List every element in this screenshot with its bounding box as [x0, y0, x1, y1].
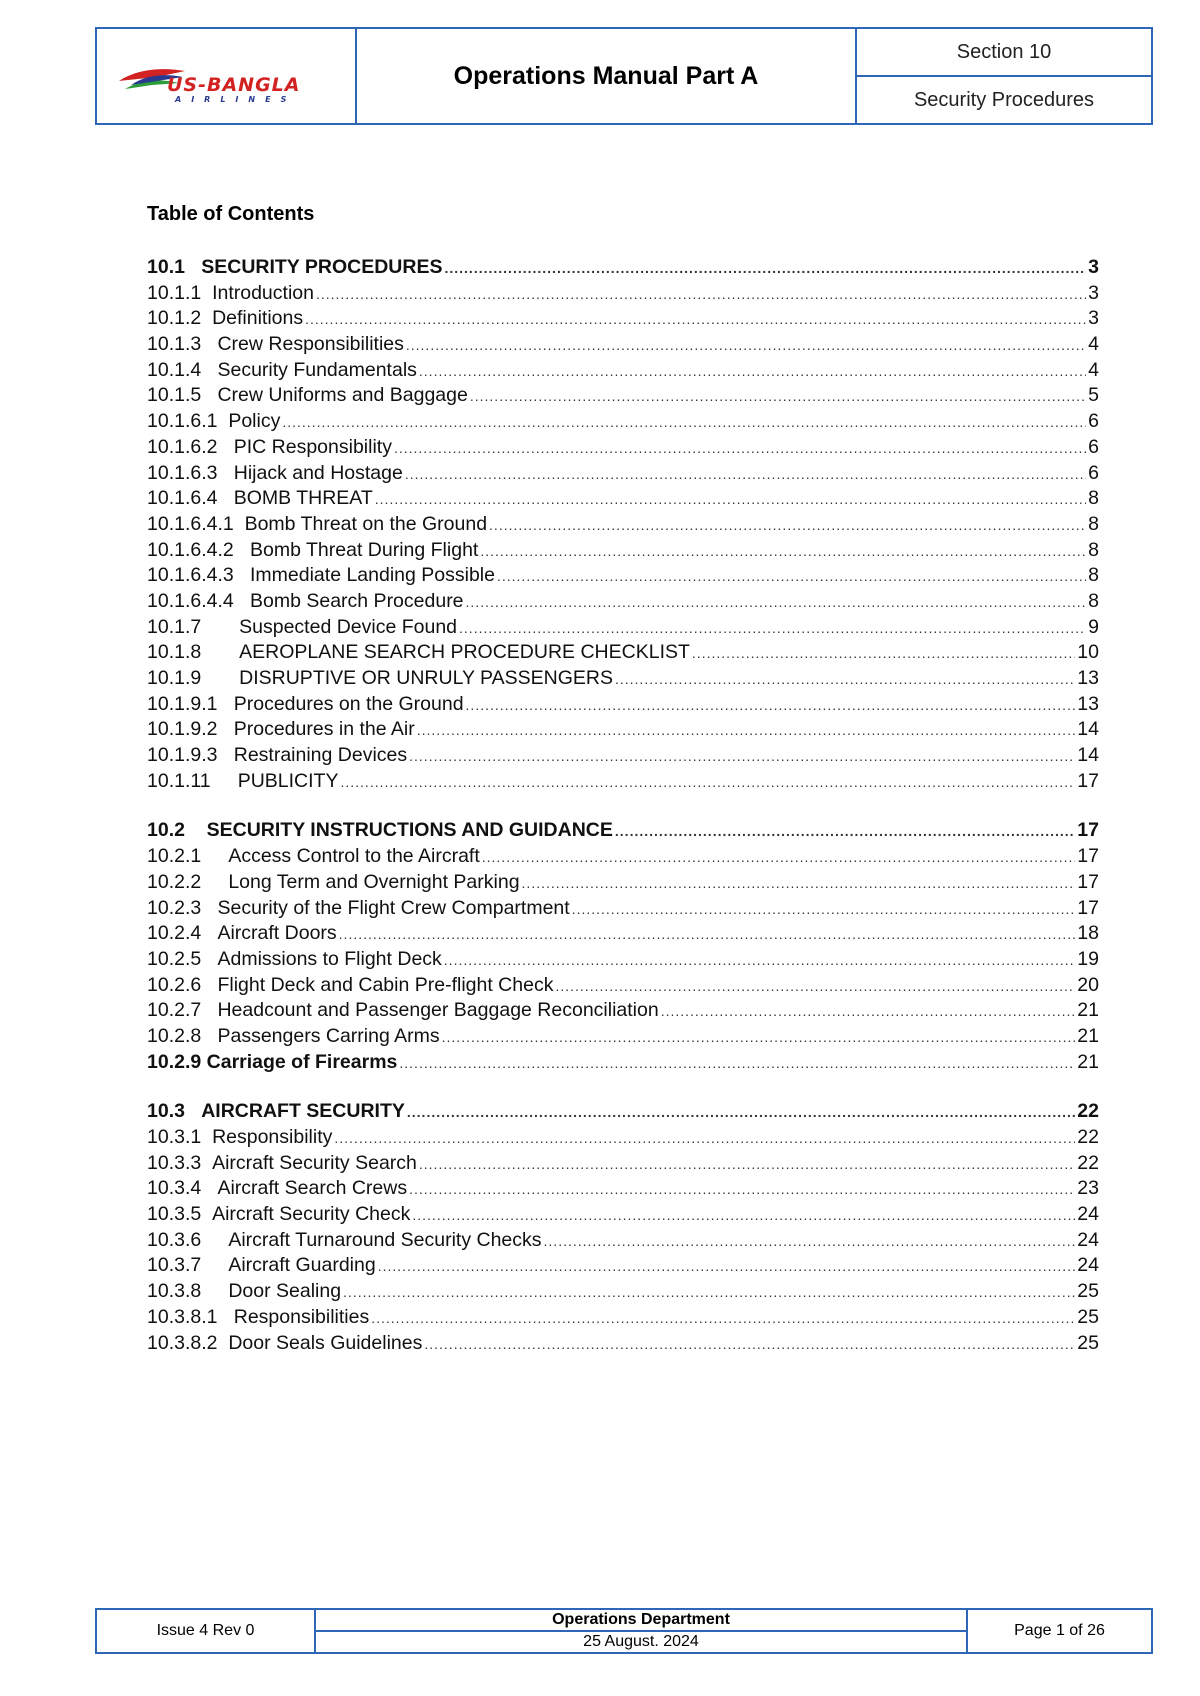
toc-entry-number: 10.1.9.1: [147, 692, 234, 715]
toc-entry-number: 10.1.9: [147, 667, 240, 689]
toc-entry[interactable]: [147, 667, 1099, 693]
toc-group: [147, 1100, 1099, 1357]
toc-dot-leader: [305, 311, 1086, 327]
toc-entry-page: 14: [1077, 744, 1099, 767]
toc-entry[interactable]: [147, 974, 1099, 1000]
toc-dot-leader: [378, 1258, 1076, 1274]
toc-entry-number: 10.2.5: [147, 947, 218, 970]
toc-entry[interactable]: [147, 1332, 1099, 1358]
toc-entry-label: Security Fundamentals: [217, 358, 417, 381]
toc-entry[interactable]: [147, 564, 1099, 590]
toc-entry-page: 22: [1077, 1100, 1099, 1123]
toc-entry-number: 10.1.2: [147, 307, 213, 330]
toc-entry-label: Bomb Threat During Flight: [250, 538, 479, 561]
logo-subtext: AIRLINES: [175, 95, 297, 104]
toc-entry-number: 10.1: [147, 256, 202, 278]
toc-dot-leader: [316, 286, 1086, 302]
toc-dot-leader: [522, 875, 1076, 891]
toc-dot-leader: [406, 337, 1086, 353]
toc-entry-label: Door Seals Guidelines: [228, 1331, 423, 1354]
toc-entry-page: 25: [1077, 1305, 1099, 1328]
toc-entry[interactable]: [147, 770, 1099, 796]
toc-entry[interactable]: [147, 513, 1099, 539]
page-number: Page 1 of 26: [1014, 1622, 1105, 1639]
toc-entry-page: 17: [1077, 845, 1099, 868]
toc-entry-number: 10.1.6.4: [147, 487, 234, 510]
toc-entry-number: 10.1.6.4.1: [147, 512, 245, 535]
toc-dot-leader: [419, 363, 1086, 379]
toc-dot-leader: [692, 645, 1075, 661]
page-footer: [95, 1608, 1153, 1654]
toc-entry-label: Long Term and Overnight Parking: [228, 870, 520, 893]
logo-wordmark: US-BANGLA: [167, 74, 301, 96]
toc-entry-number: 10.2: [147, 819, 207, 842]
toc-entry-page: 20: [1077, 973, 1099, 996]
toc-entry[interactable]: [147, 897, 1099, 923]
toc-entry-label: Aircraft Security Check: [212, 1203, 411, 1226]
toc-entry[interactable]: [147, 256, 1099, 282]
toc-entry[interactable]: [147, 1306, 1099, 1332]
toc-entry-page: 3: [1088, 281, 1099, 304]
toc-entry-number: 10.2.8: [147, 1024, 218, 1047]
section-title: Security Procedures: [857, 75, 1151, 123]
toc-dot-leader: [572, 901, 1076, 917]
toc-dot-leader: [371, 1310, 1075, 1326]
toc-entry[interactable]: [147, 616, 1099, 642]
toc-entry-page: 5: [1088, 384, 1099, 407]
toc-entry-page: 18: [1077, 922, 1099, 945]
toc-entry-page: 17: [1077, 769, 1099, 792]
toc-entry-number: 10.2.6: [147, 973, 218, 996]
toc-dot-leader: [615, 823, 1075, 839]
toc-entry-label: Procedures in the Air: [233, 718, 415, 741]
toc-dot-leader: [334, 1130, 1075, 1146]
toc-entry[interactable]: [147, 1229, 1099, 1255]
toc-dot-leader: [466, 697, 1076, 713]
toc-entry[interactable]: [147, 333, 1099, 359]
toc-entry-label: Carriage of Firearms: [206, 1050, 398, 1073]
toc-dot-leader: [419, 1156, 1075, 1172]
department: Operations Department: [552, 1611, 730, 1628]
toc-dot-leader: [417, 722, 1076, 738]
airline-logo: [97, 29, 357, 123]
toc-dot-leader: [444, 952, 1076, 968]
toc-entry-label: SECURITY PROCEDURES: [201, 256, 443, 278]
toc-entry-page: 21: [1077, 1050, 1099, 1073]
toc-entry-label: Responsibilities: [233, 1305, 370, 1328]
toc-entry[interactable]: [147, 307, 1099, 333]
toc-entry-page: 4: [1088, 333, 1099, 356]
toc-entry-label: Flight Deck and Cabin Pre-flight Check: [217, 973, 554, 996]
toc-dot-leader: [459, 620, 1086, 636]
toc-entry[interactable]: [147, 641, 1099, 667]
toc-entry-page: 8: [1088, 487, 1099, 510]
toc-dot-leader: [340, 774, 1075, 790]
toc-entry-number: 10.2.3: [147, 896, 218, 919]
toc-entry-number: 10.1.9.2: [147, 718, 234, 741]
toc-entry-number: 10.1.3: [147, 333, 218, 356]
toc-entry-number: 10.1.6.4.2: [147, 538, 250, 561]
toc-entry-number: 10.3.4: [147, 1177, 218, 1200]
toc-entry[interactable]: [147, 384, 1099, 410]
toc-entry-page: 8: [1088, 589, 1099, 612]
toc-dot-leader: [343, 1284, 1075, 1300]
section-number: Section 10: [956, 40, 1052, 63]
toc-dot-leader: [405, 466, 1086, 482]
toc-entry-number: 10.1.5: [147, 384, 218, 407]
toc-entry-number: 10.1.6.2: [147, 435, 234, 458]
toc-entry[interactable]: [147, 1177, 1099, 1203]
toc-entry-label: Door Sealing: [228, 1280, 342, 1303]
toc-entry-page: 3: [1088, 256, 1099, 278]
toc-dot-leader: [444, 260, 1086, 276]
toc-entry-page: 25: [1077, 1280, 1099, 1303]
toc-entry[interactable]: [147, 845, 1099, 871]
toc-dot-leader: [399, 1055, 1075, 1071]
manual-title: Operations Manual Part A: [357, 29, 857, 123]
toc-entry-page: 17: [1077, 819, 1099, 842]
toc-dot-leader: [480, 543, 1086, 559]
toc-dot-leader: [412, 1207, 1075, 1223]
toc-entry[interactable]: [147, 744, 1099, 770]
toc-entry-number: 10.1.6.4.4: [147, 589, 250, 612]
toc-entry-number: 10.3.5: [147, 1203, 213, 1226]
toc-dot-leader: [394, 440, 1086, 456]
toc-entry[interactable]: [147, 718, 1099, 744]
toc-dot-leader: [489, 517, 1086, 533]
toc-entry[interactable]: [147, 539, 1099, 565]
toc-dot-leader: [282, 414, 1086, 430]
toc-entry-page: 17: [1077, 870, 1099, 893]
toc-entry-label: Aircraft Search Crews: [217, 1177, 408, 1200]
toc-entry-number: 10.2.1: [147, 845, 229, 868]
toc-entry-page: 6: [1088, 435, 1099, 458]
toc-entry-page: 8: [1088, 564, 1099, 587]
toc-entry-number: 10.1.8: [147, 641, 240, 664]
toc-entry[interactable]: [147, 1051, 1099, 1077]
toc-heading: Table of Contents: [147, 203, 315, 225]
toc-entry-page: 8: [1088, 512, 1099, 535]
toc-entry-number: 10.1.6.4.3: [147, 564, 250, 587]
toc-entry-page: 17: [1077, 896, 1099, 919]
toc-group: [147, 256, 1099, 795]
toc-entry-page: 4: [1088, 358, 1099, 381]
toc-entry-label: Immediate Landing Possible: [250, 564, 495, 587]
toc-entry-page: 10: [1077, 641, 1099, 664]
toc-entry-page: 19: [1077, 947, 1099, 970]
toc-entry-page: 9: [1088, 615, 1099, 638]
toc-entry[interactable]: [147, 282, 1099, 308]
toc-dot-leader: [409, 748, 1075, 764]
toc-dot-leader: [661, 1003, 1076, 1019]
toc-entry-number: 10.3.8.1: [147, 1305, 234, 1328]
toc-entry-label: Crew Uniforms and Baggage: [217, 384, 468, 407]
toc-entry-page: 21: [1077, 1024, 1099, 1047]
toc-entry-page: 13: [1077, 667, 1099, 689]
toc-entry-page: 25: [1077, 1331, 1099, 1354]
toc-entry-label: Introduction: [212, 281, 314, 304]
toc-dot-leader: [615, 671, 1075, 687]
toc-entry-label: SECURITY INSTRUCTIONS AND GUIDANCE: [206, 819, 613, 842]
toc-dot-leader: [339, 926, 1076, 942]
toc-entry-number: 10.3.8: [147, 1280, 229, 1303]
toc-entry-label: BOMB THREAT: [233, 487, 373, 510]
toc-entry-label: Admissions to Flight Deck: [217, 947, 442, 970]
toc-entry-label: Responsibility: [212, 1126, 333, 1148]
toc-dot-leader: [407, 1104, 1075, 1120]
toc-entry-number: 10.1.4: [147, 358, 218, 381]
toc-entry-label: PUBLICITY: [237, 769, 339, 792]
toc-entry-label: Suspected Device Found: [239, 615, 458, 638]
toc-entry[interactable]: [147, 693, 1099, 719]
toc-dot-leader: [482, 849, 1076, 865]
toc-entry-number: 10.1.11: [147, 769, 238, 792]
toc-entry-number: 10.1.6.1: [147, 410, 229, 433]
toc-entry-label: Aircraft Guarding: [228, 1254, 376, 1277]
toc-entry-page: 3: [1088, 307, 1099, 330]
toc-entry-page: 13: [1077, 692, 1099, 715]
toc-entry[interactable]: [147, 436, 1099, 462]
toc-dot-leader: [409, 1181, 1075, 1197]
toc-entry-number: 10.1.6.3: [147, 461, 234, 484]
toc-entry-page: 14: [1077, 718, 1099, 741]
table-of-contents: [147, 256, 1099, 1381]
toc-entry-label: Bomb Threat on the Ground: [244, 512, 488, 535]
toc-entry[interactable]: [147, 1254, 1099, 1280]
toc-dot-leader: [497, 568, 1086, 584]
toc-entry-number: 10.3.6: [147, 1228, 229, 1251]
toc-entry-page: 6: [1088, 461, 1099, 484]
toc-dot-leader: [424, 1336, 1075, 1352]
toc-entry-page: 23: [1077, 1177, 1099, 1200]
toc-entry-page: 22: [1077, 1126, 1099, 1148]
toc-entry-page: 21: [1077, 999, 1099, 1022]
toc-entry[interactable]: [147, 590, 1099, 616]
toc-entry-number: 10.3.7: [147, 1254, 229, 1277]
toc-entry-number: 10.2.4: [147, 922, 218, 945]
toc-entry[interactable]: [147, 1126, 1099, 1152]
toc-entry-number: 10.2.9: [147, 1050, 207, 1073]
toc-entry[interactable]: [147, 948, 1099, 974]
toc-entry-label: Policy: [228, 410, 281, 433]
toc-entry-number: 10.1.1: [147, 281, 213, 304]
toc-dot-leader: [466, 594, 1087, 610]
issue-revision: Issue 4 Rev 0: [97, 1610, 316, 1652]
toc-entry-page: 24: [1077, 1254, 1099, 1277]
toc-entry-page: 24: [1077, 1228, 1099, 1251]
toc-entry[interactable]: [147, 462, 1099, 488]
toc-entry-label: Hijack and Hostage: [233, 461, 403, 484]
toc-entry-label: Aircraft Security Search: [212, 1151, 417, 1174]
toc-entry[interactable]: [147, 410, 1099, 436]
toc-entry-label: Headcount and Passenger Baggage Reconciliation: [217, 999, 659, 1022]
toc-dot-leader: [555, 978, 1075, 994]
toc-entry-number: 10.3.8.2: [147, 1331, 229, 1354]
toc-entry[interactable]: [147, 1100, 1099, 1126]
toc-entry[interactable]: [147, 1152, 1099, 1178]
toc-entry-page: 24: [1077, 1203, 1099, 1226]
toc-entry-label: Aircraft Doors: [217, 922, 337, 945]
issue-date: 25 August. 2024: [316, 1630, 966, 1652]
page-header: [95, 27, 1153, 125]
toc-entry-label: DISRUPTIVE OR UNRULY PASSENGERS: [239, 667, 613, 689]
toc-entry-number: 10.1.7: [147, 615, 240, 638]
toc-entry-label: Definitions: [212, 307, 304, 330]
toc-entry-page: 6: [1088, 410, 1099, 433]
toc-entry-label: Bomb Search Procedure: [250, 589, 464, 612]
toc-group: [147, 819, 1099, 1076]
toc-entry[interactable]: [147, 1203, 1099, 1229]
toc-entry-number: 10.3: [147, 1100, 202, 1123]
toc-dot-leader: [442, 1029, 1076, 1045]
toc-entry[interactable]: [147, 871, 1099, 897]
toc-entry-number: 10.2.2: [147, 870, 229, 893]
toc-entry[interactable]: [147, 1025, 1099, 1051]
toc-entry-number: 10.1.9.3: [147, 744, 234, 767]
toc-entry-label: Aircraft Turnaround Security Checks: [228, 1228, 542, 1251]
toc-entry-page: 8: [1088, 538, 1099, 561]
toc-entry[interactable]: [147, 819, 1099, 845]
toc-entry[interactable]: [147, 999, 1099, 1025]
toc-entry-label: Security of the Flight Crew Compartment: [217, 896, 570, 919]
toc-entry-number: 10.2.7: [147, 999, 218, 1022]
toc-entry-label: Crew Responsibilities: [217, 333, 404, 356]
toc-entry-label: PIC Responsibility: [233, 435, 392, 458]
toc-entry[interactable]: [147, 359, 1099, 385]
toc-dot-leader: [544, 1233, 1076, 1249]
toc-entry-page: 22: [1077, 1151, 1099, 1174]
toc-entry-label: Passengers Carring Arms: [217, 1024, 440, 1047]
toc-entry-label: AEROPLANE SEARCH PROCEDURE CHECKLIST: [239, 641, 690, 664]
toc-entry-label: Access Control to the Aircraft: [228, 845, 480, 868]
toc-entry-number: 10.3.3: [147, 1151, 213, 1174]
toc-entry[interactable]: [147, 1280, 1099, 1306]
toc-entry-label: Procedures on the Ground: [233, 692, 464, 715]
toc-dot-leader: [375, 491, 1086, 507]
toc-entry-label: AIRCRAFT SECURITY: [201, 1100, 405, 1123]
toc-entry[interactable]: [147, 487, 1099, 513]
toc-entry[interactable]: [147, 922, 1099, 948]
toc-entry-number: 10.3.1: [147, 1126, 213, 1148]
toc-entry-label: Restraining Devices: [233, 744, 408, 767]
toc-dot-leader: [470, 388, 1086, 404]
